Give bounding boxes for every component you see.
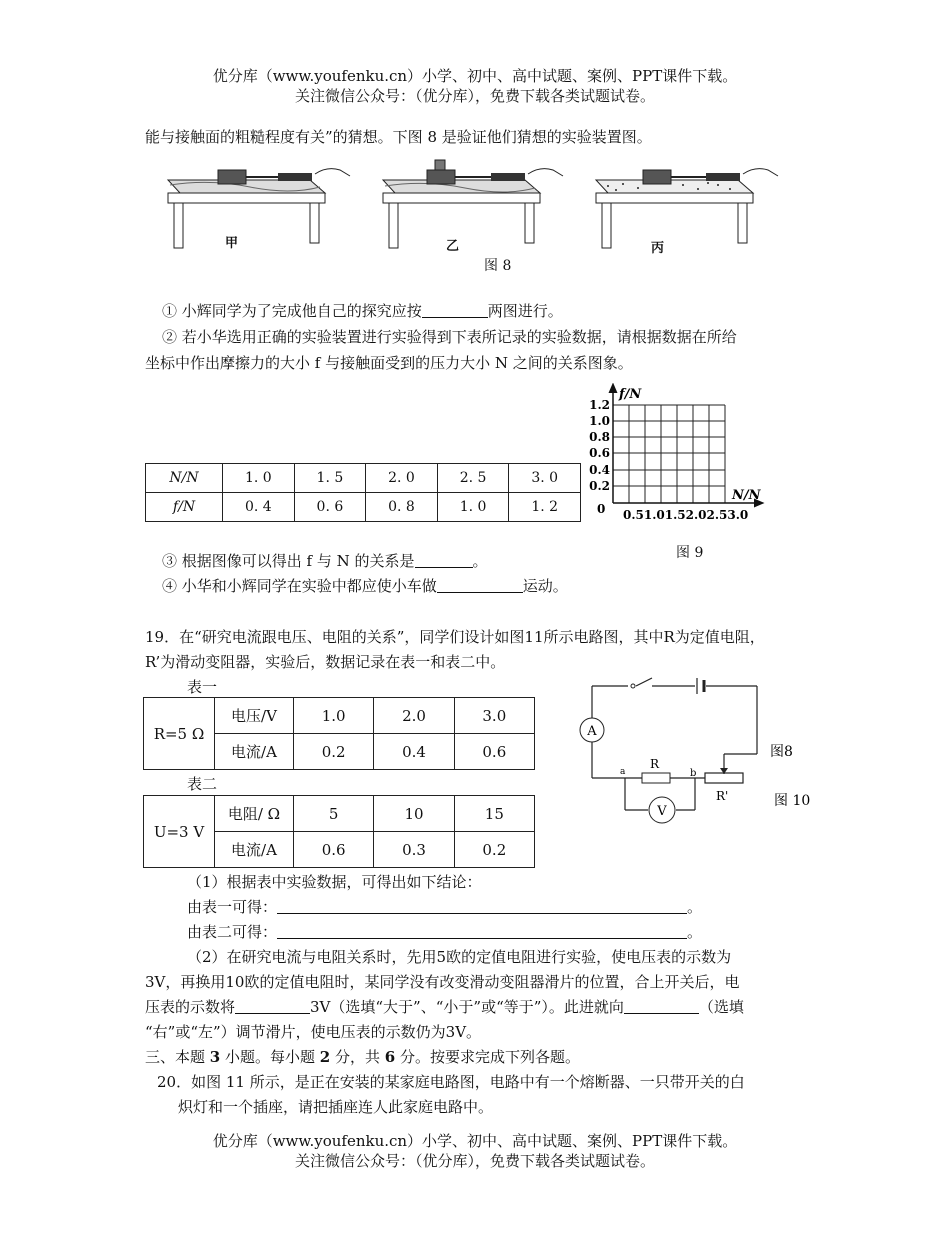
graph-y-tick: 0.6 [589, 446, 610, 460]
figure-8-panel-yi [383, 160, 563, 248]
figure-9-graph[interactable] [585, 383, 775, 523]
table-row-label: N/N [146, 464, 223, 493]
table-cell: 1. 0 [223, 464, 295, 493]
point-a-label: a [620, 767, 626, 777]
rheostat-label: R' [716, 789, 729, 803]
graph-y-tick: 1.2 [589, 398, 610, 412]
table-row-label: 电流/A [215, 734, 294, 770]
q19-line-1: 19．在“研究电流跟电压、电阻的关系”，同学们设计如图11所示电路图，其中R为定值电阻， [145, 628, 765, 646]
q20-line-2: 炽灯和一个插座，请把插座连人此家庭电路中。 [178, 1098, 494, 1116]
q18-item-3: ③ 根据图像可以得出 f 与 N 的关系是 。 [162, 552, 488, 570]
q19-part-2-line-3: 压表的示数将 3V（选填“大于”、“小于”或“等于”）。此进就向 （选填 [145, 998, 744, 1016]
table-cell: 1.0 [294, 698, 374, 734]
table-cell: 0.2 [294, 734, 374, 770]
ammeter-label: A [587, 724, 597, 739]
graph-x-label: N/N [732, 488, 761, 503]
table-cell: 0.6 [454, 734, 534, 770]
voltmeter-label: V [657, 804, 667, 819]
table-cell: 2.0 [374, 698, 454, 734]
footer-line-1: 优分库（www.youfenku.cn）小学、初中、高中试题、案例、PPT课件下载。 [212, 1132, 738, 1150]
table-cell: 0.4 [374, 734, 454, 770]
resistor-r-icon [642, 773, 670, 783]
graph-y-tick: 1.0 [589, 414, 610, 428]
q18-item-4: ④ 小华和小辉同学在实验中都应使小车做 运动。 [162, 577, 568, 595]
circuit-extra-label: 图8 [770, 744, 793, 760]
header-line-2: 关注微信公众号：（优分库），免费下载各类试题试卷。 [294, 87, 655, 105]
q19-table-2 [143, 795, 535, 868]
figure-8-caption: 图 8 [484, 258, 512, 274]
q18-item-2-line-1: ② 若小华选用正确的实验装置进行实验得到下表所记录的实验数据，请根据数据在所给 [162, 328, 737, 346]
intro-text: 能与接触面的粗糙程度有关”的猜想。下图 8 是验证他们猜想的实验装置图。 [145, 128, 652, 146]
figure-8-illustration [160, 158, 810, 258]
footer-line-2: 关注微信公众号：（优分库），免费下载各类试题试卷。 [294, 1152, 655, 1170]
table-cell: 10 [374, 796, 454, 832]
table-1-title: 表一 [187, 678, 218, 696]
table-cell: 0.6 [294, 832, 374, 868]
q20-line-1: 20．如图 11 所示，是正在安装的某家庭电路图，电路中有一个熔断器、一只带开关的白 [157, 1073, 745, 1091]
q19-voltage-blank[interactable] [235, 998, 310, 1014]
page-footer [0, 1131, 950, 1171]
graph-y-label: f/N [619, 387, 642, 402]
q19-table-1 [143, 697, 535, 770]
table-2-title: 表二 [187, 775, 218, 793]
graph-y-tick: 0.4 [589, 463, 610, 477]
table-cell: 3.0 [454, 698, 534, 734]
table-row-label: 电压/V [215, 698, 294, 734]
table-1-condition: R=5 Ω [144, 698, 215, 770]
figure-8-label-bing: 丙 [651, 241, 665, 256]
table-cell: 5 [294, 796, 374, 832]
q19-part-2-line-1: （2）在研究电流与电阻关系时，先用5欧的定值电阻进行实验，使电压表的示数为 [187, 948, 732, 966]
figure-10-caption: 图 10 [774, 793, 811, 809]
table-cell: 0. 4 [223, 493, 295, 522]
q19-direction-blank[interactable] [624, 998, 699, 1014]
q19-conclusion-1-blank[interactable] [277, 898, 687, 914]
resistor-label: R [650, 757, 660, 771]
table-2-condition: U=3 V [144, 796, 215, 868]
table-cell: 1. 0 [437, 493, 509, 522]
figure-8-label-yi: 乙 [446, 239, 460, 254]
page-header [0, 66, 950, 106]
table-cell: 2. 5 [437, 464, 509, 493]
q19-part-1-table2: 由表二可得： 。 [187, 923, 703, 941]
figure-8-panel-jia [168, 169, 350, 248]
table-cell: 15 [454, 796, 534, 832]
table-cell: 3. 0 [509, 464, 581, 493]
header-line-1: 优分库（www.youfenku.cn）小学、初中、高中试题、案例、PPT课件下载。 [212, 67, 738, 85]
circuit-diagram [570, 670, 820, 830]
q18-data-table [145, 463, 581, 522]
table-cell: 2. 0 [366, 464, 438, 493]
figure-8-label-jia: 甲 [225, 236, 239, 251]
table-row-label: 电流/A [215, 832, 294, 868]
q19-part-2-line-2: 3V，再换用10欧的定值电阻时，某同学没有改变滑动变阻器滑片的位置，合上开关后，电 [145, 973, 740, 991]
table-cell: 0. 8 [366, 493, 438, 522]
figure-9-caption: 图 9 [676, 545, 704, 561]
table-cell: 0.2 [454, 832, 534, 868]
graph-y-tick: 0.2 [589, 479, 610, 493]
table-cell: 1. 2 [509, 493, 581, 522]
q18-item-4-blank[interactable] [437, 577, 523, 593]
q19-conclusion-2-blank[interactable] [277, 923, 687, 939]
table-cell: 1. 5 [294, 464, 366, 493]
table-cell: 0. 6 [294, 493, 366, 522]
graph-grid [613, 405, 725, 503]
switch-icon [631, 684, 635, 688]
graph-y-tick: 0.8 [589, 430, 610, 444]
section-3-heading: 三、本题 3 小题。每小题 2 分，共 6 分。按要求完成下列各题。 [145, 1048, 580, 1066]
graph-origin: 0 [597, 502, 606, 516]
q19-part-1-intro: （1）根据表中实验数据，可得出如下结论： [187, 873, 482, 891]
q19-part-2-line-4: “右”或“左”）调节滑片，使电压表的示数仍为3V。 [145, 1023, 482, 1041]
q19-part-1-table1: 由表一可得： 。 [187, 898, 703, 916]
q18-item-1-blank[interactable] [422, 302, 488, 318]
table-cell: 0.3 [374, 832, 454, 868]
graph-x-ticks: 0.51.01.52.02.53.0 [623, 508, 749, 522]
table-row-label: 电阻/ Ω [215, 796, 294, 832]
q19-line-2: R’为滑动变阻器，实验后，数据记录在表一和表二中。 [145, 653, 506, 671]
q18-item-3-blank[interactable] [415, 552, 473, 568]
point-b-label: b [690, 768, 697, 779]
q18-item-1: ① 小辉同学为了完成他自己的探究应按 两图进行。 [162, 302, 563, 320]
q18-item-2-line-2: 坐标中作出摩擦力的大小 f 与接触面受到的压力大小 N 之间的关系图象。 [145, 354, 633, 372]
figure-8-panel-bing [596, 169, 778, 248]
table-row-label: f/N [146, 493, 223, 522]
